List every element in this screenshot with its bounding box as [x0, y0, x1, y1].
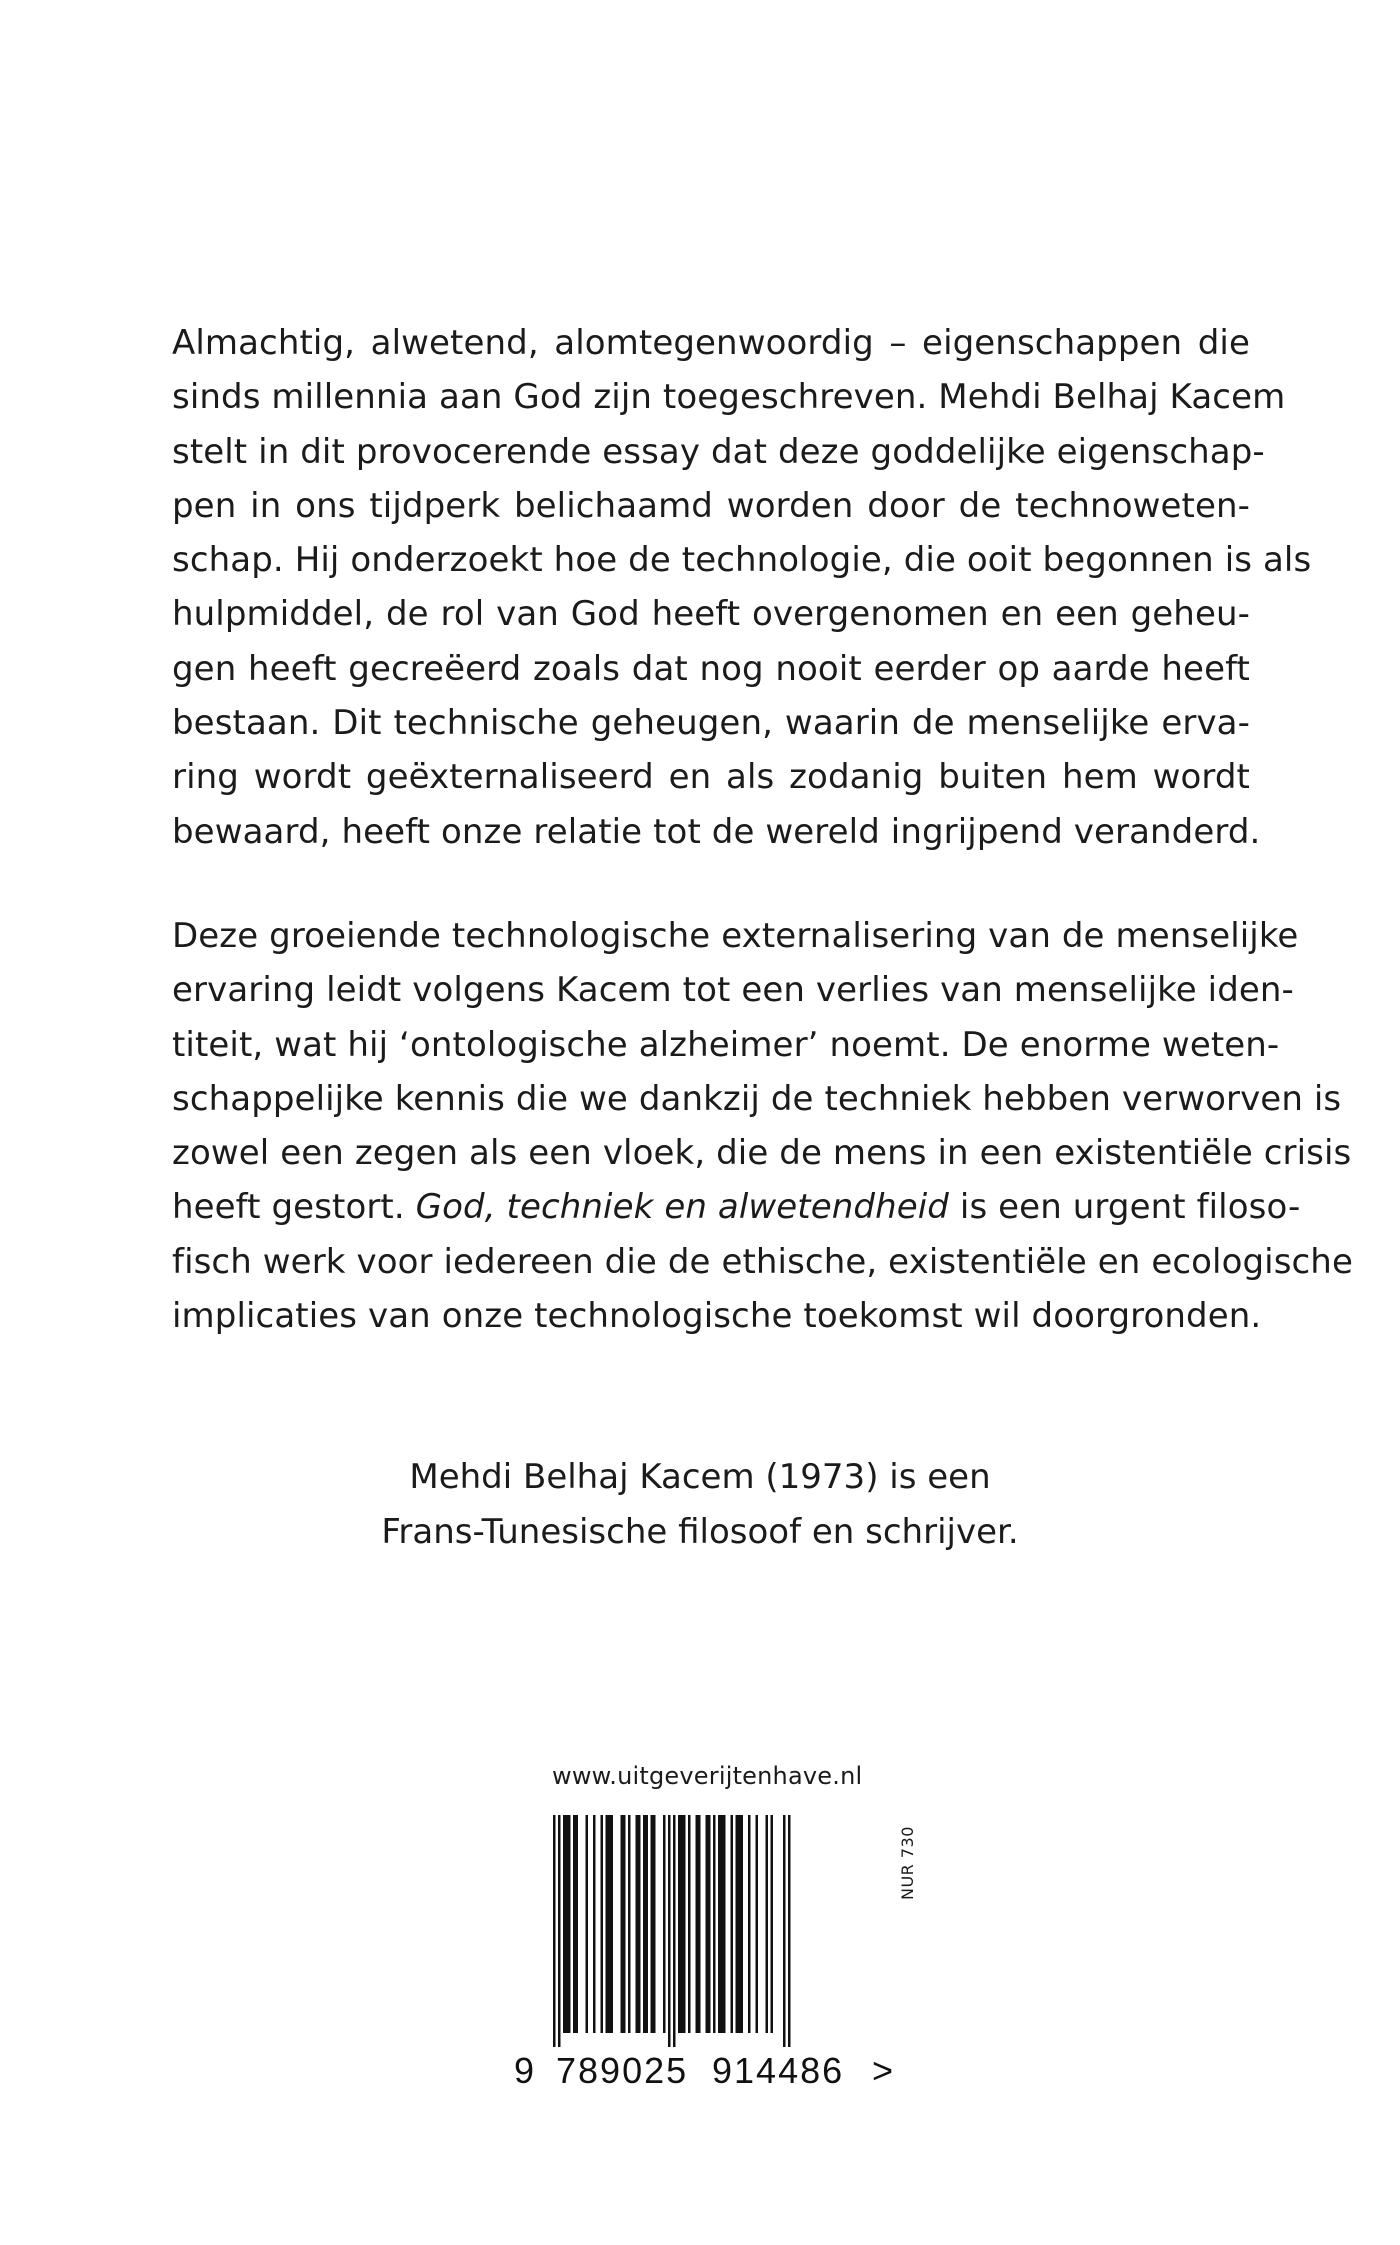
barcode-bar	[621, 1815, 626, 2033]
author-bio-line: Mehdi Belhaj Kacem (1973) is een	[409, 1457, 991, 1497]
barcode-bars	[508, 1815, 868, 2055]
barcode-guard-bar	[668, 1815, 671, 2047]
barcode-guard-bar	[558, 1815, 561, 2047]
blurb-text: is een urgent filoso-	[948, 1187, 1301, 1228]
blurb-line: fisch werk voor iedereen die de ethische, existentiële en ecologische	[172, 1241, 1353, 1282]
blurb-line: bewaard, heeft onze relatie tot de wereld ingrijpend veranderd.	[172, 811, 1261, 852]
barcode-guard-bar	[783, 1815, 786, 2047]
blurb-line: gen heeft gecreëerd zoals dat nog nooit eerder op aarde heeft	[172, 648, 1250, 689]
blurb-text: heeft gestort.	[172, 1187, 416, 1228]
blurb-line: Almachtig, alwetend, alomtegenwoordig – eigenschappen die	[172, 323, 1250, 363]
blurb-line: zowel een zegen als een vloek, die de mens in een existentiële crisis	[172, 1133, 1352, 1174]
barcode-bar	[688, 1815, 691, 2033]
barcode-bar	[586, 1815, 589, 2033]
blurb-line: hulpmiddel, de rol van God heeft overgenomen en een geheu-	[172, 594, 1250, 635]
barcode-bar	[706, 1815, 711, 2033]
barcode-digits-left: 789025	[556, 2050, 689, 2091]
blurb-line: ervaring leidt volgens Kacem tot een verlies van menselijke iden-	[172, 970, 1294, 1011]
nur-code: NUR 730	[898, 1826, 917, 1900]
barcode-digit-prefix: 9	[514, 2050, 535, 2091]
barcode-bar	[771, 1815, 774, 2033]
barcode-bar	[573, 1815, 578, 2033]
barcode-guard-bar	[788, 1815, 791, 2047]
barcode-bar	[718, 1815, 726, 2033]
blurb-line: stelt in dit provocerende essay dat deze goddelijke eigenschap-	[172, 431, 1265, 472]
book-title: God, techniek en alwetendheid	[415, 1187, 949, 1228]
barcode-digits-right: 914486	[712, 2050, 845, 2091]
blurb-line: bestaan. Dit technische geheugen, waarin de menselijke erva-	[172, 703, 1250, 744]
blurb-line: titeit, wat hij ‘ontologische alzheimer’ noemt. De enorme weten-	[172, 1024, 1280, 1065]
barcode-bar	[643, 1815, 648, 2033]
barcode-bar	[563, 1815, 571, 2033]
barcode-guard-bar	[553, 1815, 556, 2047]
author-bio	[0, 1450, 1400, 1560]
barcode-bar	[601, 1815, 604, 2033]
blurb-line: implicaties van onze technologische toekomst wil doorgronden.	[172, 1296, 1262, 1337]
blurb-line: pen in ons tijdperk belichaamd worden door de technoweten-	[172, 485, 1250, 526]
blurb-line-with-title	[172, 1180, 1301, 1234]
barcode-bar	[731, 1815, 734, 2033]
barcode-bar	[593, 1815, 596, 2033]
barcode-bar	[636, 1815, 641, 2033]
barcode-guard-bar	[673, 1815, 676, 2047]
publisher-url: www.uitgeverijtenhave.nl	[552, 1762, 863, 1790]
barcode-bar	[696, 1815, 701, 2033]
blurb-line: Deze groeiende technologische externalisering van de menselijke	[172, 916, 1299, 956]
author-bio-line: Frans-Tunesische filosoof en schrijver.	[381, 1512, 1019, 1552]
barcode-bar	[736, 1815, 744, 2033]
barcode-bar	[756, 1815, 759, 2033]
barcode-bar	[628, 1815, 631, 2033]
blurb-paragraph-2	[172, 909, 1353, 1343]
barcode-bar	[606, 1815, 614, 2033]
barcode-quiet-zone-marker: >	[872, 2050, 894, 2091]
blurb-line: schappelijke kennis die we dankzij de techniek hebben verworven is	[172, 1078, 1342, 1119]
barcode-bar	[748, 1815, 751, 2033]
barcode-bar	[766, 1815, 769, 2033]
blurb-paragraph-1	[172, 316, 1312, 859]
blurb-line: ring wordt geëxternaliseerd en als zodanig buiten hem wordt	[172, 757, 1250, 798]
barcode-bar	[713, 1815, 716, 2033]
barcode-bar	[651, 1815, 656, 2033]
blurb-line: schap. Hij onderzoekt hoe de technologie, die ooit begonnen is als	[172, 540, 1312, 581]
blurb-line: sinds millennia aan God zijn toegeschreven. Mehdi Belhaj Kacem	[172, 377, 1286, 418]
barcode-bar	[678, 1815, 686, 2033]
barcode-bar	[663, 1815, 666, 2033]
